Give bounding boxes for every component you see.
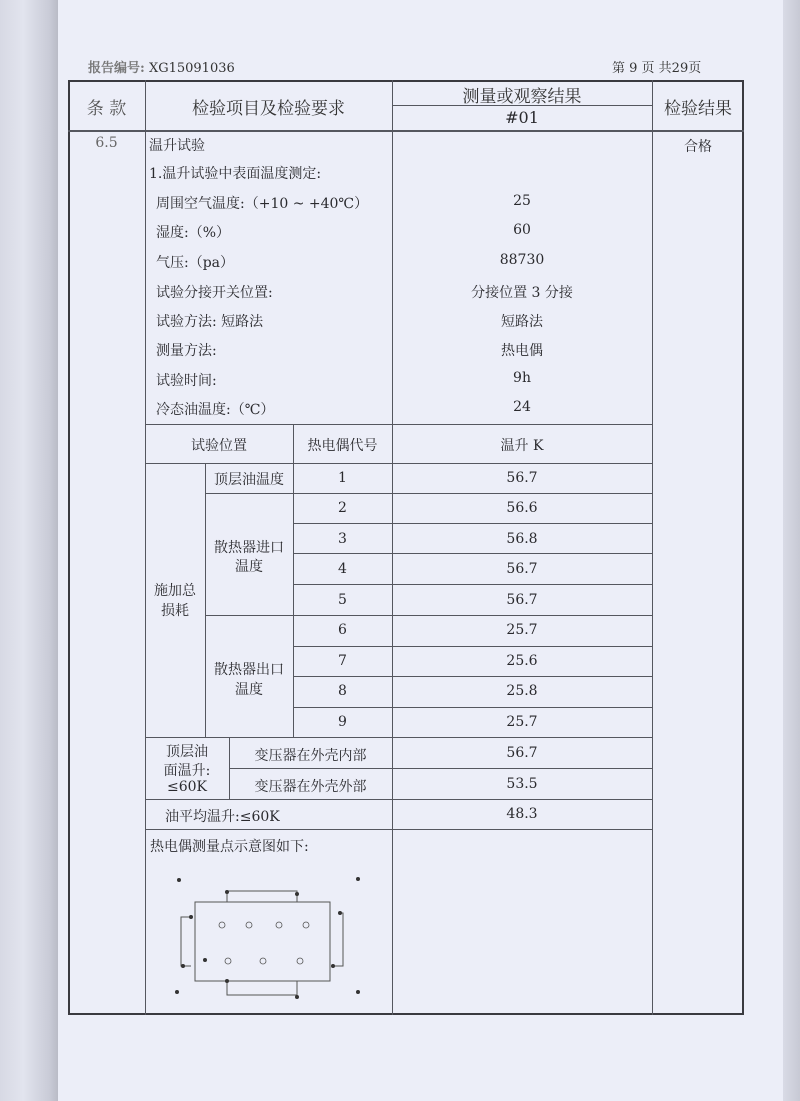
col-divider-3 [652, 80, 653, 1015]
top-oil-label: 顶层油温度 [214, 472, 284, 488]
inlet-label: 温度 [235, 559, 263, 575]
thermocouple-code: 6 [338, 622, 347, 638]
thermocouple-code: 9 [338, 714, 347, 730]
condition-label: 气压:（pa） [156, 255, 235, 271]
outside-casing-label: 变压器在外壳外部 [254, 779, 367, 795]
condition-label: 冷态油温度:（℃） [156, 402, 275, 418]
row-divider [145, 799, 652, 800]
row-divider [205, 493, 652, 494]
condition-value: 短路法 [501, 314, 543, 330]
temp-rise-value: 56.7 [506, 470, 538, 486]
condition-value: 60 [513, 222, 531, 238]
thermocouple-code: 3 [338, 531, 347, 547]
condition-value: 热电偶 [501, 343, 543, 359]
thermocouple-code: 7 [338, 653, 347, 669]
temp-rise-value: 56.6 [506, 500, 538, 516]
temp-rise-value: 56.7 [506, 561, 538, 577]
outlet-label: 温度 [235, 682, 263, 698]
row-divider [293, 707, 652, 708]
row-divider [293, 584, 652, 585]
header-divider [68, 130, 744, 132]
condition-value: 24 [513, 399, 531, 415]
temp-rise-value: 56.8 [506, 531, 538, 547]
sensor-rings [219, 922, 309, 964]
col-thermocouple: 热电偶代号 [307, 438, 378, 454]
subtable-top [145, 424, 652, 425]
temp-rise-value: 25.7 [506, 714, 538, 730]
binding-shadow [0, 0, 58, 1101]
row-divider [293, 553, 652, 554]
thermocouple-diagram [150, 862, 390, 1002]
top-oil-rise-label: ≤60K [166, 779, 207, 795]
header-sample: #01 [505, 108, 539, 127]
header-measured: 测量或观察结果 [462, 87, 582, 107]
condition-value: 分接位置 3 分接 [471, 285, 573, 301]
condition-value: 88730 [499, 252, 545, 268]
outside-casing-value: 53.5 [506, 776, 538, 792]
report-number [88, 57, 235, 76]
temp-rise-value: 25.6 [506, 653, 538, 669]
header-item: 检验项目及检验要求 [192, 99, 345, 119]
row-divider [229, 768, 652, 769]
col-temp-rise: 温升 K [500, 438, 544, 454]
top-oil-rise-label: 顶层油 [166, 744, 208, 760]
page-indicator: 第 9 页 共29页 [612, 61, 702, 76]
condition-label: 湿度:（%） [156, 225, 231, 241]
report-number-value: XG15091036 [148, 61, 235, 76]
temp-rise-value: 25.7 [506, 622, 538, 638]
col-divider-2 [392, 80, 393, 1015]
diagram-caption: 热电偶测量点示意图如下: [150, 839, 309, 855]
thermocouple-code: 2 [338, 500, 347, 516]
thermocouple-code: 5 [338, 592, 347, 608]
temp-rise-value: 25.8 [506, 683, 538, 699]
inside-casing-label: 变压器在外壳内部 [254, 748, 367, 764]
inlet-label: 散热器进口 [214, 540, 284, 556]
top-oil-rise-label: 面温升: [163, 763, 211, 779]
row-divider [205, 615, 652, 616]
inside-casing-value: 56.7 [506, 745, 538, 761]
avg-oil-rise-value: 48.3 [506, 806, 538, 822]
row-divider [145, 737, 652, 738]
header-verdict: 检验结果 [664, 99, 732, 119]
condition-value: 25 [513, 193, 531, 209]
section-title: 温升试验 [149, 138, 205, 154]
thermocouple-code: 1 [338, 470, 347, 486]
condition-label: 试验方法: 短路法 [156, 314, 264, 330]
row-divider [293, 646, 652, 647]
row-divider [293, 676, 652, 677]
col-position: 试验位置 [191, 438, 247, 454]
group-label: 损耗 [161, 603, 189, 619]
row-divider [145, 829, 652, 830]
group-label: 施加总 [154, 583, 196, 599]
subtable-header-divider [145, 463, 652, 464]
header-clause: 条 款 [86, 99, 127, 119]
condition-label: 测量方法: [156, 343, 217, 359]
avg-oil-rise-label: 油平均温升:≤60K [165, 809, 280, 825]
condition-label: 试验时间: [156, 373, 217, 389]
outlet-label: 散热器出口 [214, 662, 284, 678]
row-divider [293, 523, 652, 524]
thermocouple-code: 4 [338, 561, 347, 577]
temp-rise-value: 56.7 [506, 592, 538, 608]
page-edge [783, 0, 800, 1101]
condition-value: 9h [513, 370, 531, 386]
verdict-value: 合格 [684, 139, 712, 155]
condition-label: 试验分接开关位置: [156, 285, 273, 301]
clause-number: 6.5 [95, 135, 118, 151]
thermocouple-code: 8 [338, 683, 347, 699]
section-subtitle: 1.温升试验中表面温度测定: [149, 166, 322, 182]
report-number-label: 报告编号: [88, 61, 145, 76]
col-divider-1 [145, 80, 146, 1015]
condition-label: 周围空气温度:（+10 ~ +40℃） [156, 196, 369, 212]
